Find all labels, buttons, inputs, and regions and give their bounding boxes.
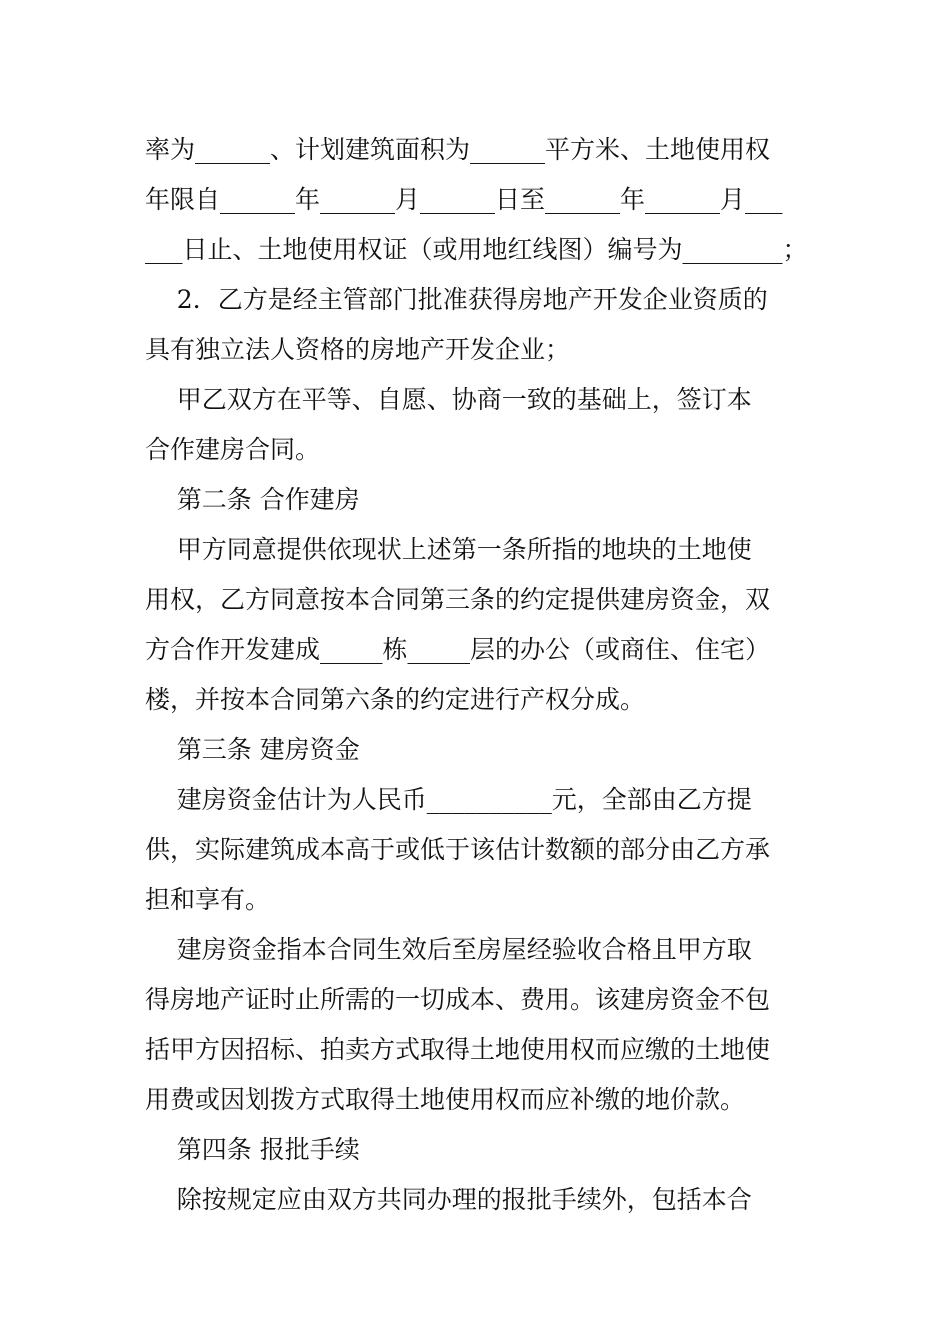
- text-line: 2．乙方是经主管部门批准获得房地产开发企业资质的: [145, 285, 768, 314]
- section-heading: 第四条 报批手续: [145, 1135, 360, 1164]
- text-line: 甲方同意提供依现状上述第一条所指的地块的土地使: [145, 535, 752, 564]
- text-line: 楼，并按本合同第六条的约定进行产权分成。: [145, 685, 646, 714]
- text-line: 用权，乙方同意按本合同第三条的约定提供建房资金，双: [145, 585, 771, 614]
- text-line: 担和享有。: [145, 885, 271, 914]
- text-line: 供，实际建筑成本高于或低于该估计数额的部分由乙方承: [145, 835, 771, 864]
- text-line: 年限自______年______月______日至______年______月___: [145, 185, 783, 214]
- section-heading: 第二条 合作建房: [145, 485, 360, 514]
- text-line: 合作建房合同。: [145, 435, 321, 464]
- text-line: 建房资金指本合同生效后至房屋经验收合格且甲方取: [145, 935, 752, 964]
- text-line: ___日止、土地使用权证（或用地红线图）编号为________；: [145, 235, 808, 264]
- text-line: 率为______、计划建筑面积为______平方米、土地使用权: [145, 135, 771, 164]
- text-line: 具有独立法人资格的房地产开发企业；: [145, 335, 571, 364]
- text-line: 括甲方因招标、拍卖方式取得土地使用权而应缴的土地使: [145, 1035, 771, 1064]
- text-line: 除按规定应由双方共同办理的报批手续外，包括本合: [145, 1185, 752, 1214]
- section-heading: 第三条 建房资金: [145, 735, 360, 764]
- text-line: 甲乙双方在平等、自愿、协商一致的基础上，签订本: [145, 385, 752, 414]
- text-line: 用费或因划拨方式取得土地使用权而应补缴的地价款。: [145, 1085, 746, 1114]
- text-line: 得房地产证时止所需的一切成本、费用。该建房资金不包: [145, 985, 771, 1014]
- text-line: 建房资金估计为人民币__________元，全部由乙方提: [145, 785, 752, 814]
- text-line: 方合作开发建成_____栋_____层的办公（或商住、住宅）: [145, 635, 771, 664]
